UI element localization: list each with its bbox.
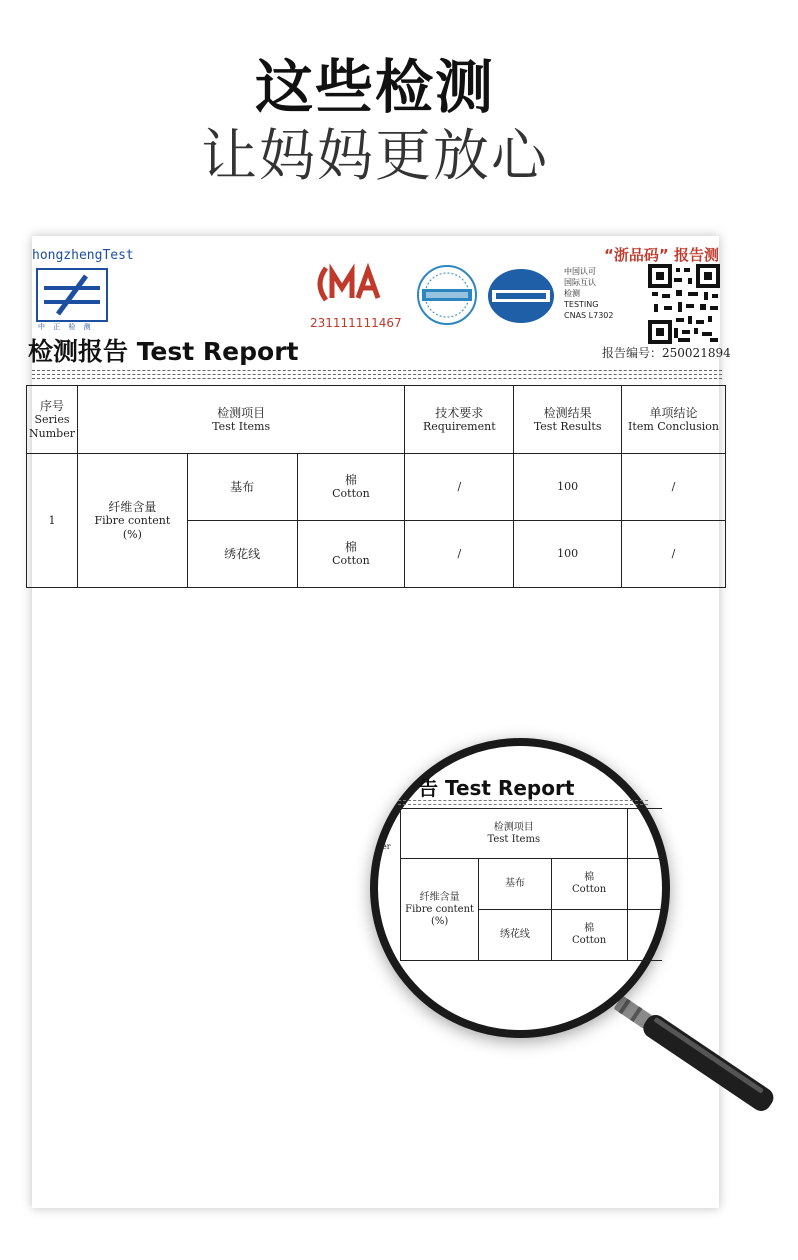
fibre-content-cell: 纤维含量 Fibre content (%) [401,859,479,961]
fiber-cell: 棉 Cotton [297,454,405,521]
requirement-cell: / [405,454,514,521]
fibre-content-cell: 纤维含量 Fibre content (%) [77,454,187,588]
divider [32,370,722,371]
conclusion-cell: / [622,454,726,521]
requirement-cell: / [405,521,514,588]
part-cell: 绣花线 [187,521,297,588]
magnified-table [400,808,662,961]
report-title: 检测报告 Test Report [28,337,299,366]
header-requirement: 技术要求 Requirement [405,386,514,454]
headline-title: 这些检测 [254,53,495,121]
cma-number: 231111111467 [310,316,402,330]
headline-subtitle: 让妈妈更放心 [201,124,549,189]
result-cell: 100 [514,454,622,521]
conclusion-cell: / [622,521,726,588]
part-cell: 基布 [187,454,297,521]
accreditation-text: 中国认可 国际互认 检测 TESTING CNAS L7302 [564,267,614,320]
header-test-results: 检测结果 Test Results [514,386,622,454]
magnifier-lens [370,738,670,1038]
result-cell: 100 [514,521,622,588]
header-item-conclusion: 单项结论 Item Conclusion [622,386,726,454]
part-cell: 基布 [479,859,551,910]
magnified-report-title: 告 Test Report [418,776,575,800]
brand-name: hongzhengTest [32,248,134,263]
qr-code-icon [648,264,720,344]
fiber-cell: 棉 Cotton [551,859,627,910]
header-test-items: 检测项目 Test Items [401,809,628,859]
fiber-cell: 棉 Cotton [551,910,627,961]
part-cell: 绣花线 [479,910,551,961]
table-row [27,454,726,521]
divider [32,374,722,375]
divider [398,800,648,801]
magnifier-handle-icon [618,982,798,1022]
company-logo [36,268,108,322]
magnified-side-fragment: er [382,842,391,851]
cma-seal-icon [312,262,388,306]
logo-caption: 中 正 检 测 [38,323,94,331]
test-report-document [28,236,731,1208]
table-row [401,859,663,910]
cnas-seal-icon [486,266,556,326]
divider [32,378,722,379]
series-number-cell: 1 [27,454,78,588]
header-series-number: 序号 Series Number [27,386,78,454]
fiber-cell: 棉 Cotton [297,521,405,588]
table-header-row [27,386,726,454]
table-header-row [401,809,663,859]
logo-mark-icon [38,270,106,320]
ilac-mra-seal-icon [416,264,478,326]
zhejiang-code-label: “浙品码” 报告测 [604,246,719,264]
header-test-items: 检测项目 Test Items [77,386,404,454]
test-results-table [26,385,726,588]
divider [398,804,648,805]
report-number: 报告编号：250021894 [602,346,731,360]
